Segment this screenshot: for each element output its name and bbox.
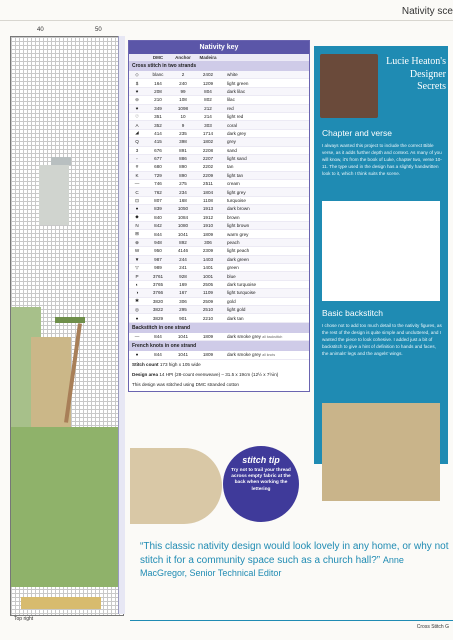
key-sym: ⊖ [135,96,139,102]
key-row [129,105,309,113]
key-sym: ◦ [136,156,138,162]
key-name: brown [227,214,240,220]
key-name: coral [227,122,237,128]
key-dmc: 414 [154,130,162,136]
chapter-heading: Chapter and verse [322,128,392,138]
key-row [129,239,309,247]
key-madeira: 2209 [202,172,214,178]
key-dmc: 349 [154,105,162,111]
key-sym: ◑ [135,290,139,296]
key-madeira: 1209 [202,80,214,86]
key-madeira: 1910 [202,223,214,229]
key-name: gold [227,298,236,304]
stitch-chart [10,27,124,616]
key-madeira: 303 [204,122,212,128]
key-madeira: 2207 [202,156,214,162]
key-row [129,155,309,163]
key-sym: ♥ [135,105,139,111]
section-french-knots: French knots in one strand [129,341,309,351]
key-row [129,214,309,222]
key-madeira: 1809 [202,231,214,237]
key-sym: ▽ [135,264,139,270]
key-dmc: 840 [154,214,162,220]
key-anchor: 9 [181,122,185,128]
key-sym: A [135,122,139,128]
key-anchor: 167 [179,290,187,296]
header-divider [0,20,453,21]
designer-photo [320,54,378,118]
key-anchor: 1084 [177,214,189,220]
key-row [129,88,309,96]
key-dmc: 680 [154,164,162,170]
key-name: light sand [227,156,247,162]
key-name: cream [227,181,240,187]
key-row [129,96,309,104]
key-dmc: 210 [154,97,162,103]
key-name: dark brown [227,206,250,212]
key-row [129,113,309,121]
key-anchor: 241 [179,265,187,271]
key-anchor: 398 [179,139,187,145]
key-anchor: 169 [179,281,187,287]
key-dmc: 3829 [152,315,164,321]
chart-stable-wall [39,165,69,225]
key-name: light peach [227,248,250,254]
key-sym: ✱ [135,298,139,304]
key-row [129,147,309,155]
key-sym: ♡ [134,113,140,119]
key-anchor: 10 [180,114,186,120]
key-dmc: 842 [154,223,162,229]
key-anchor: 1080 [177,223,189,229]
key-anchor: 891 [179,147,187,153]
key-dmc: 164 [154,80,162,86]
key-row [129,79,309,87]
thread-note: This design was stitched using DMC stranded cotton [132,382,239,388]
key-anchor: 306 [179,298,187,304]
key-row [129,188,309,196]
key-dmc: 948 [154,240,162,245]
key-row [129,272,309,280]
french-knot-row: ● 844 1041 1809 dark smoke grey all knots [129,351,309,359]
key-sym: ♥ [135,88,139,94]
key-madeira: 1109 [203,290,213,296]
key-row [129,180,309,188]
designer-secrets-panel [314,46,448,464]
key-anchor: 108 [179,97,187,103]
key-sym: ⊞ [135,231,139,237]
key-anchor: 295 [179,307,187,313]
key-row [129,197,309,205]
key-row [129,230,309,238]
key-anchor: 1050 [177,206,189,212]
key-row [129,163,309,171]
running-header: Nativity sce [401,6,453,17]
section-backstitch: Backstitch in one strand [129,323,309,333]
key-row [129,222,309,230]
key-madeira: 802 [204,97,212,103]
key-madeira: 212 [204,105,212,111]
key-anchor: 275 [179,181,187,187]
key-madeira: 2208 [202,147,214,153]
key-row [129,138,309,146]
key-row [129,264,309,272]
key-madeira: 214 [204,114,212,120]
pull-quote [140,540,450,581]
col-dmc: DMC [152,55,164,60]
key-name: light red [227,114,244,120]
key-madeira: 2510 [202,307,214,313]
key-name: light green [227,80,249,86]
key-name: blue [227,273,236,279]
key-madeira: 2210 [202,315,214,321]
key-dmc: 950 [154,248,162,254]
key-madeira: 1108 [203,198,213,204]
key-madeira: 2309 [202,248,214,254]
key-row [129,298,309,306]
designer-title: Lucie Heaton's Designer Secrets [386,56,446,92]
key-name: warm grey [227,231,249,237]
key-sym: # [135,164,139,170]
key-dmc: 352 [154,122,162,128]
key-anchor: 890 [179,164,187,170]
key-sym: K [135,172,139,178]
key-dmc: 839 [154,206,162,212]
key-dmc: 3820 [152,298,164,304]
stitch-count: Stitch count 173 high x 105 wide [132,361,201,367]
key-sym: ◐ [135,281,139,287]
key-row [129,306,309,314]
key-dmc: 676 [154,147,162,153]
key-sym: N [135,223,139,229]
tip-text: Try not to trail your thread across empty fabric at the back when working the lettering [231,468,291,492]
key-name: light gold [227,307,246,313]
key-row [129,130,309,138]
tip-title: stitch tip [242,455,280,465]
key-column-headers [129,54,309,61]
key-dmc: 208 [154,88,162,94]
page-footer: Cross Stitch G [416,624,449,630]
key-name: dark turquoise [227,281,257,287]
key-anchor: 234 [179,189,187,195]
chart-column-40: 40 [37,27,44,33]
chart-ground [21,597,101,609]
key-row [129,172,309,180]
key-name: dark green [227,256,249,262]
key-madeira: 1804 [202,189,214,195]
key-anchor: 99 [180,88,186,94]
key-name: peach [227,240,240,245]
quote-text: “This classic nativity design would look lovely in any home, or why not stitch it for a community space such as a church hall?” [140,541,449,566]
quote-attribution: Anne MacGregor, Senior Technical Editor [140,554,404,578]
key-dmc: blanc [152,72,164,78]
col-madeira: Madeira [199,55,217,60]
verse-sampler-photo [322,201,440,301]
chapter-text: I always wanted this project to include the correct Bible verse, as it adds further depth and context. As many of you will know, it's from the book of Luke, chapter two, verse 10-11. The type used in the design has a slightly handwritten look to it, which I think suits the scene. [322,143,442,177]
backstitch-heading: Basic backstitch [322,308,383,318]
key-sym: W [134,248,140,254]
key-madeira: 2202 [202,164,214,170]
key-name: turquoise [227,198,246,204]
key-dmc: 351 [154,114,162,120]
key-madeira: 2402 [202,72,214,78]
key-name: red [227,105,234,111]
key-row [129,281,309,289]
backstitch-row: — 844 1041 1809 dark smoke grey all backstitch [129,333,309,341]
key-anchor: 2 [181,72,185,78]
key-sym: ▼ [134,256,140,262]
key-sym: — [134,181,140,187]
key-dmc: 415 [154,139,162,145]
key-madeira: 1913 [202,206,214,212]
key-name: grey [227,139,236,145]
nativity-stitch-photo [322,403,440,501]
key-row [129,289,309,297]
key-madeira: 2509 [202,298,214,304]
key-name: lilac [227,97,235,103]
key-anchor: 892 [179,240,187,245]
key-madeira: 804 [204,88,212,94]
key-madeira: 1001 [202,273,214,279]
key-anchor: 4146 [177,248,189,254]
key-dmc: 762 [154,189,162,195]
key-row [129,205,309,213]
key-anchor: 168 [179,198,187,204]
key-name: dark tan [227,315,244,321]
key-anchor: 928 [179,273,187,279]
chart-edge [118,36,125,614]
key-madeira: 1912 [202,214,214,220]
key-dmc: 3766 [152,290,164,296]
key-name: light turquoise [227,290,256,296]
key-anchor: 1041 [177,231,189,237]
key-row [129,247,309,255]
key-dmc: 989 [154,265,162,271]
key-sym: Q [135,139,139,145]
key-anchor: 235 [179,130,187,136]
key-sym: ◎ [134,306,139,312]
key-dmc: 677 [154,156,162,162]
stitch-tip-badge [223,446,299,522]
key-name: dark grey [227,130,247,136]
key-dmc: 729 [154,172,162,178]
key-row [129,121,309,129]
key-anchor: 901 [179,315,187,321]
section-cross-stitch: Cross stitch in two strands [129,61,309,71]
kings-stitch-photo [130,448,222,524]
key-title: Nativity key [129,41,309,54]
key-sym: ⊡ [135,197,139,203]
key-dmc: 807 [154,198,162,204]
chart-column-50: 50 [95,27,102,33]
key-row [129,314,309,322]
key-sym: ⊕ [135,239,139,245]
key-dmc: 746 [154,181,162,187]
footer-divider [130,620,453,621]
col-anchor: Anchor [175,55,191,60]
key-madeira: 2511 [203,181,213,187]
key-sym: ◆ [135,214,139,220]
key-madeira: 1403 [202,256,214,262]
chart-stable-roof [51,157,71,165]
key-sym: ● [135,206,139,212]
backstitch-text: I chose not to add too much detail to the nativity figures, as the rest of the design is quite simple and uncluttered, and I wanted the piece to look cohesive. I added just a bit of backstitch to give a hint of definition to hands and faces, the animals' legs and the angels' wings. [322,323,442,357]
key-name: dark lilac [227,88,246,94]
key-name: green [227,265,239,271]
key-madeira: 1714 [202,130,214,136]
key-name: light brown [227,223,250,229]
key-sym: ● [135,315,139,321]
key-rows [129,71,309,323]
key-madeira: 1401 [202,265,214,271]
backstitch-line-icon: — [134,333,140,339]
key-anchor: 886 [179,156,187,162]
key-sym: P [135,273,139,279]
chart-caption: Top right [14,616,34,622]
key-row [129,71,309,79]
key-madeira: 2505 [202,281,214,287]
key-sym: C [135,189,139,195]
key-name: white [227,72,238,78]
key-madeira: 1802 [202,139,214,145]
key-anchor: 244 [179,256,187,262]
key-anchor: 890 [179,172,187,178]
chart-grass [11,427,123,587]
key-name: light tan [227,172,244,178]
key-name: light grey [227,189,246,195]
key-sym: ◢ [135,130,139,136]
key-dmc: 987 [154,256,162,262]
key-anchor: 240 [179,80,187,86]
key-name: tan [227,164,234,170]
key-anchor: 1098 [177,105,189,111]
key-row [129,256,309,264]
key-sym: $ [135,80,139,86]
key-dmc: 844 [154,231,162,237]
key-madeira: 306 [204,240,212,245]
key-sym: ◇ [135,71,139,77]
key-dmc: 3822 [152,307,164,313]
key-dmc: 3765 [152,281,164,287]
knot-dot-icon: ● [135,352,139,358]
design-area: Design area 14 HPI (28-count evenweave) – 31.5 x 19cm (12½ x 7½in) [132,371,279,377]
nativity-key [128,40,310,392]
key-dmc: 3761 [152,273,164,279]
key-name: sand [227,147,237,153]
chart-palm-leaves [55,317,85,323]
key-sym: 3 [135,147,139,153]
